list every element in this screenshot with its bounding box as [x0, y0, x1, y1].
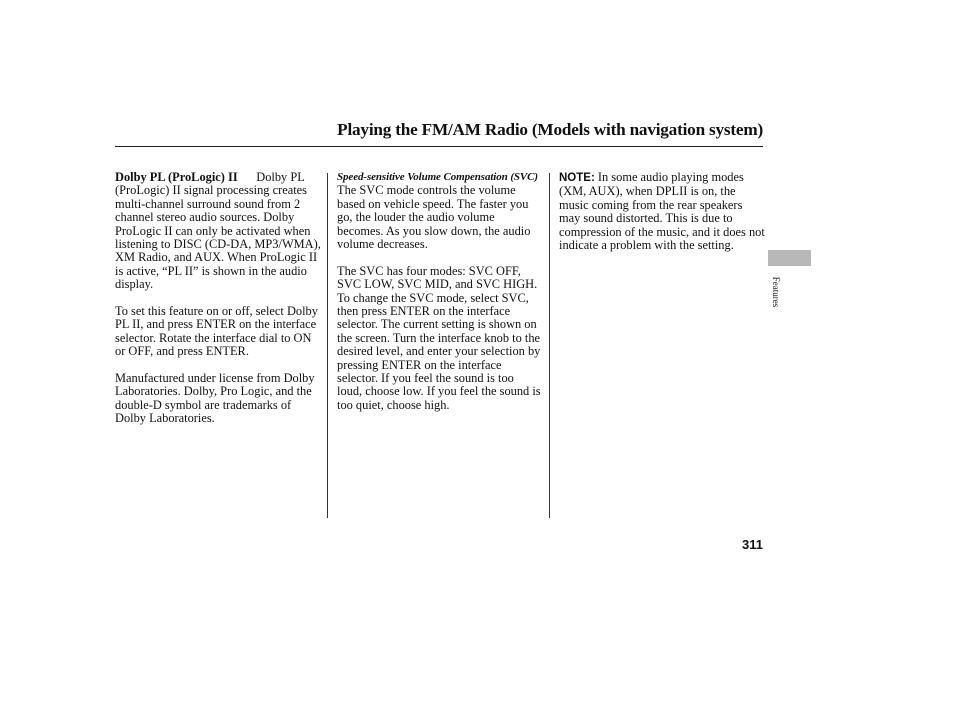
column-note [559, 171, 765, 266]
note-label: NOTE: [559, 172, 595, 184]
title-rule [115, 146, 763, 147]
svc-heading: Speed-sensitive Volume Compensation (SVC) [337, 171, 538, 183]
column-svc [337, 171, 542, 426]
section-tab-marker [768, 250, 811, 266]
note-text: In some audio playing modes (XM, AUX), when DPLII is on, the music coming from the rear speakers may sound distorted. This is due to compression of the music, and it does not indicate a problem with the setting. [559, 170, 765, 253]
page-number: 311 [742, 537, 763, 552]
column-divider-left [327, 173, 328, 518]
dolby-license-paragraph: Manufactured under license from Dolby Laboratories. Dolby, Pro Logic, and the double-D symbol are trademarks of Dolby Laboratories. [115, 371, 315, 426]
svc-description-paragraph: The SVC mode controls the volume based on vehicle speed. The faster you go, the louder the audio volume becomes. As you slow down, the audio volume decreases. [337, 183, 531, 252]
page-title: Playing the FM/AM Radio (Models with navigation system) [337, 120, 763, 139]
dolby-intro-text: Dolby PL (ProLogic) II signal processing creates multi-channel surround sound from 2 channel stereo audio sources. Dolby ProLogic II can only be activated when listening to DISC (CD-DA, MP3/WMA), XM Radio, and AUX. When ProLogic II is active, “PL II” is shown in the audio display. [115, 170, 321, 292]
column-divider-right [549, 173, 550, 518]
dolby-heading: Dolby PL (ProLogic) II [115, 170, 238, 184]
column-dolby-prologic [115, 171, 322, 439]
note-paragraph [559, 171, 765, 252]
section-label: Features [771, 276, 781, 308]
dolby-setting-paragraph: To set this feature on or off, select Dolby PL II, and press ENTER on the interface selector. Rotate the interface dial to ON or OFF, and press ENTER. [115, 304, 318, 359]
svc-modes-paragraph: The SVC has four modes: SVC OFF, SVC LOW, SVC MID, and SVC HIGH. To change the SVC mode, select SVC, then press ENTER on the interface selector. The current setting is shown on the screen. Turn the interface knob to the desired level, and enter your selection by pressing ENTER on the interface selector. If you feel the sound is too loud, choose low. If you feel the sound is too quiet, choose high. [337, 263, 541, 412]
dolby-intro-paragraph [115, 171, 322, 292]
